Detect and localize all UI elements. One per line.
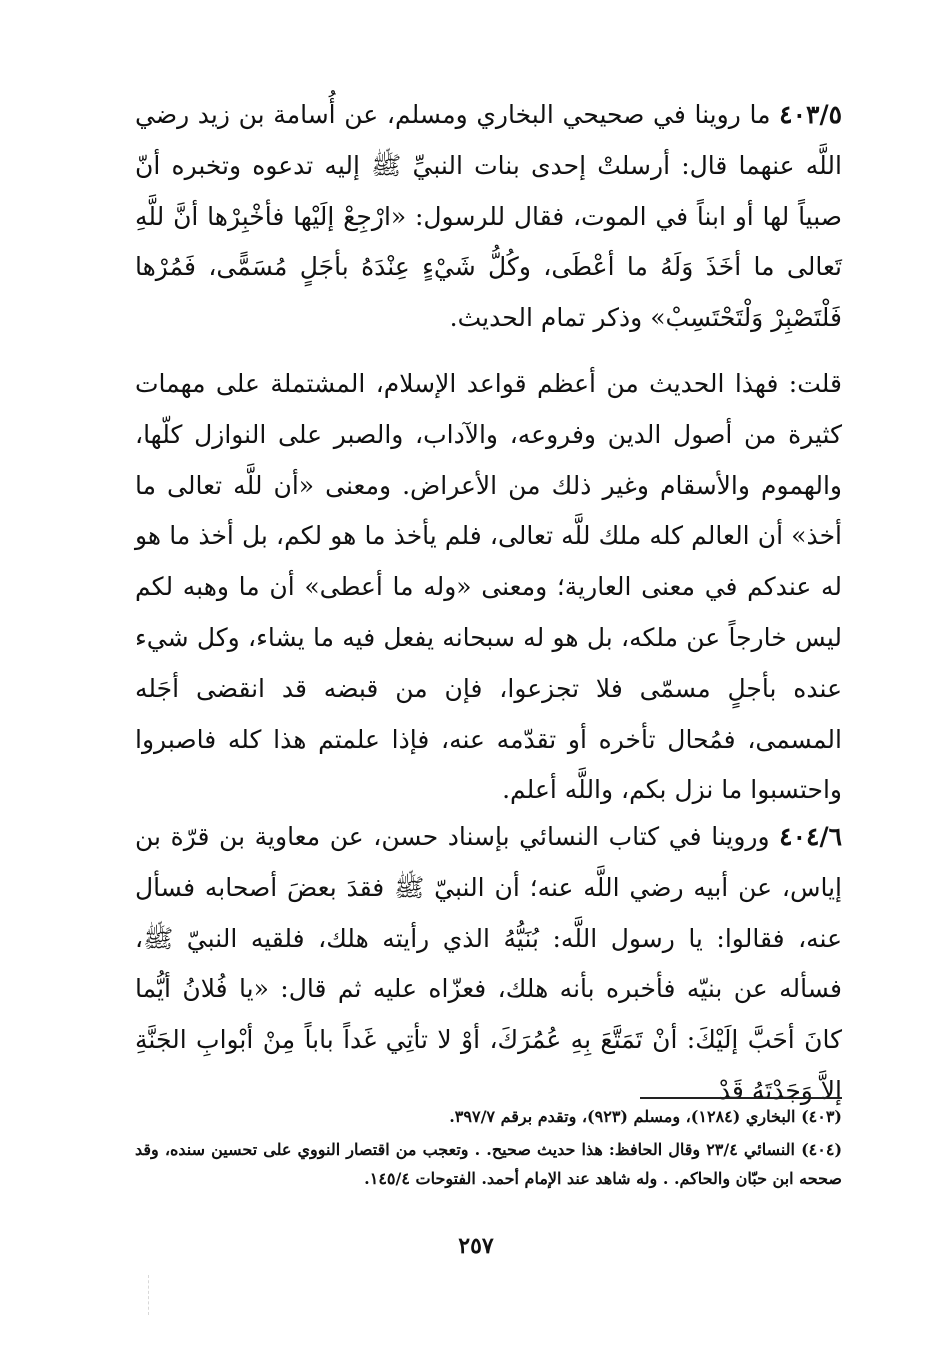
page-number: ٢٥٧ xyxy=(458,1233,494,1259)
commentary-paragraph xyxy=(135,359,842,816)
footnote-404: (٤٠٤) النسائي ٢٣/٤ وقال الحافظ: هذا حديث صحيح. . وتعجب من اقتصار النووي على تحسين سنده، وقد صححه ابن حبّان والحاكم. . وله شاهد عند الإمام أحمد. الفتوحات ١٤٥/٤. xyxy=(135,1140,843,1188)
hadith-403-paragraph xyxy=(135,90,842,344)
hadith-404-text: وروينا في كتاب النسائي بإسناد حسن، عن معاوية بن قرّة بن إياس، عن أبيه رضي اللَّه عنه؛ أن النبيّ ﷺ فقدَ بعضَ أصحابه فسأل عنه، فقالوا: يا رسول اللَّه: بُنَيُّهُ الذي رأيته هلك، فلقيه النبيّ ﷺ، فسأله عن بنيّه فأخبره بأنه هلك، فعزّاه عليه ثم قال: «يا فُلانُ أيُّما كانَ أحَبَّ إلَيْكَ: أنْ تَمَتَّعَ بِهِ عُمُرَكَ، أوْ لا تأتِي غَداً باباً مِنْ أبْوابِ الجَنَّةِ إلاَّ وَجَدْتَهُ قَدْ xyxy=(135,822,842,1105)
hadith-404-number: ٤٠٤/٦ xyxy=(779,822,842,851)
hadith-403-number: ٤٠٣/٥ xyxy=(779,100,843,129)
footnote-403: (٤٠٣) البخاري (١٢٨٤)، ومسلم (٩٢٣)، وتقدم برقم ٣٩٧/٧. xyxy=(449,1107,842,1126)
footnotes-section xyxy=(135,1102,842,1193)
hadith-403-text: ما روينا في صحيحي البخاري ومسلم، عن أُسامة بن زيد رضي اللَّه عنهما قال: أرسلتْ إحدى بنات النبيِّ ﷺ إليه تدعوه وتخبره أنّ صبياً لها أو ابناً في الموت، فقال للرسول: «ارْجِعْ إلَيْها فأخْبِرْها أنَّ للَّهِ تَعالى ما أخَذَ وَلَهُ ما أعْطَى، وكُلُّ شَيْءٍ عِنْدَهُ بأجَلٍ مُسَمًّى، فَمُرْها فَلْتَصْبِرْ وَلْتَحْتَسِبْ» وذكر تمام الحديث. xyxy=(135,100,842,333)
commentary-text: قلت: فهذا الحديث من أعظم قواعد الإسلام، المشتملة على مهمات كثيرة من أصول الدين وفروعه، والآداب، والصبر على النوازل كلّها، والهموم والأسقام وغير ذلك من الأعراض. ومعنى «أن للَّه تعالى ما أخذ» أن العالم كله ملك للَّه تعالى، فلم يأخذ ما هو لكم، بل أخذ ما هو له عندكم في معنى العارية؛ ومعنى «وله ما أعطى» أن ما وهبه لكم ليس خارجاً عن ملكه، بل هو له سبحانه يفعل فيه ما يشاء، وكل شيء عنده بأجلٍ مسمّى فلا تجزعوا، فإن من قبضه قد انقضى أجَله المسمى، فمُحال تأخره أو تقدّمه عنه، فإذا علمتم هذا كله فاصبروا واحتسبوا ما نزل بكم، واللَّه أعلم. xyxy=(135,369,842,805)
footnote-separator xyxy=(640,1097,842,1099)
hadith-404-paragraph xyxy=(135,812,842,1117)
scan-artifact-line xyxy=(148,1275,149,1315)
